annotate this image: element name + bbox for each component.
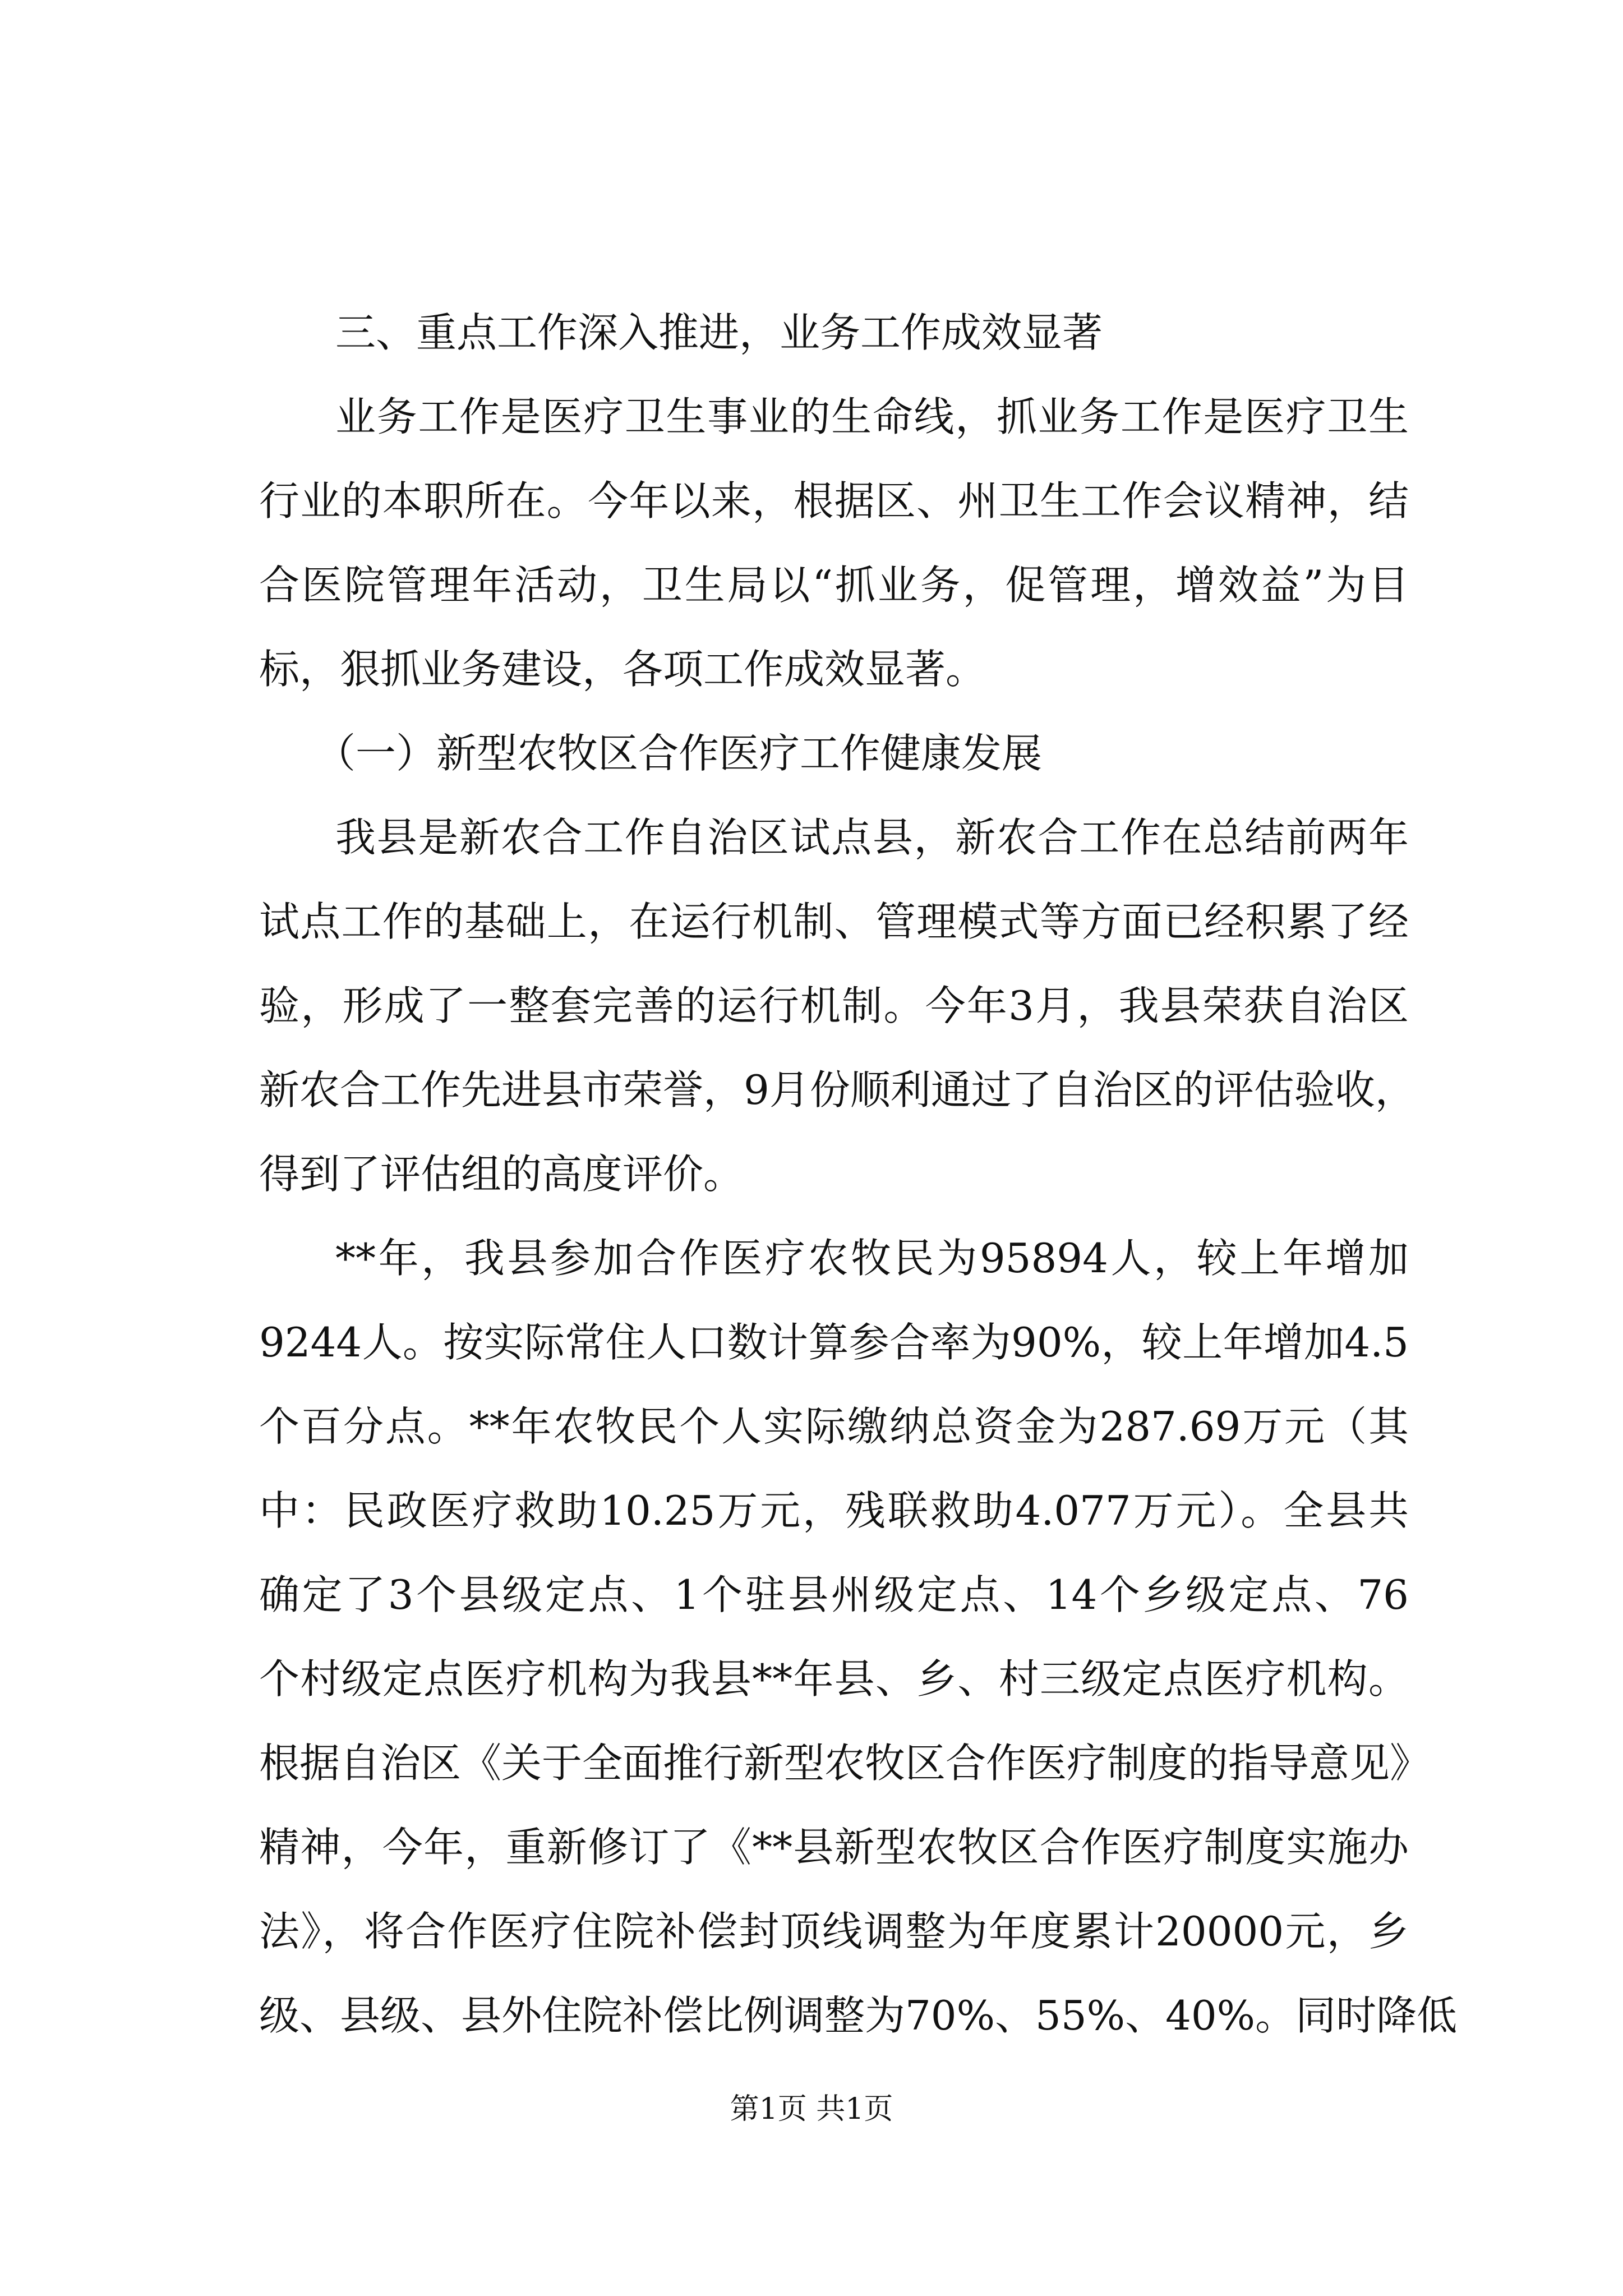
section-heading: 三、重点工作深入推进，业务工作成效显著	[335, 309, 1103, 356]
paragraph-line: 得到了评估组的高度评价。	[259, 1151, 744, 1198]
paragraph-line: 标，狠抓业务建设，各项工作成效显著。	[259, 646, 986, 693]
paragraph-line: 个村级定点医疗机构为我县**年县、乡、村三级定点医疗机构。	[259, 1655, 1409, 1703]
paragraph-line: 中：民政医疗救助10.25万元，残联救助4.077万元）。全县共	[259, 1487, 1409, 1534]
paragraph-line: 9244人。按实际常住人口数计算参合率为90%，较上年增加4.5	[259, 1319, 1409, 1366]
paragraph-line: 行业的本职所在。今年以来，根据区、州卫生工作会议精神，结	[259, 477, 1409, 524]
paragraph-line: 确定了3个县级定点、1个驻县州级定点、14个乡级定点、76	[259, 1571, 1409, 1618]
paragraph-participation-statistics	[259, 1216, 1458, 2058]
paragraph-line: 根据自治区《关于全面推行新型农牧区合作医疗制度的指导意见》	[259, 1740, 1431, 1787]
paragraph-line: 法》，将合作医疗住院补偿封顶线调整为年度累计20000元，乡	[259, 1908, 1409, 1955]
paragraph-line: 精神，今年，重新修订了《**县新型农牧区合作医疗制度实施办	[259, 1824, 1409, 1871]
paragraph-line: 新农合工作先进县市荣誉，9月份顺利通过了自治区的评估验收，	[259, 1066, 1415, 1114]
paragraph-pilot-county	[259, 795, 1415, 1216]
paragraph-business-work	[259, 375, 1409, 711]
paragraph-line: **年，我县参加合作医疗农牧民为95894人，较上年增加	[335, 1235, 1409, 1282]
paragraph-line: 业务工作是医疗卫生事业的生命线，抓业务工作是医疗卫生	[335, 393, 1409, 440]
page-number-label: 第1页 共1页	[730, 2092, 893, 2126]
paragraph-line: 个百分点。**年农牧民个人实际缴纳总资金为287.69万元（其	[259, 1403, 1409, 1450]
paragraph-line: 验，形成了一整套完善的运行机制。今年3月，我县荣获自治区	[259, 982, 1409, 1029]
paragraph-line: 级、县级、县外住院补偿比例调整为70%、55%、40%。同时降低	[259, 1992, 1458, 2039]
paragraph-line: 我县是新农合工作自治区试点县，新农合工作在总结前两年	[335, 814, 1409, 861]
page-footer	[0, 2087, 1623, 2132]
document-body	[259, 291, 1458, 2058]
subsection-heading: （一）新型农牧区合作医疗工作健康发展	[315, 730, 1043, 777]
paragraph-line: 合医院管理年活动，卫生局以“抓业务，促管理，增效益”为目	[259, 562, 1409, 609]
paragraph-line: 试点工作的基础上，在运行机制、管理模式等方面已经积累了经	[259, 898, 1409, 945]
